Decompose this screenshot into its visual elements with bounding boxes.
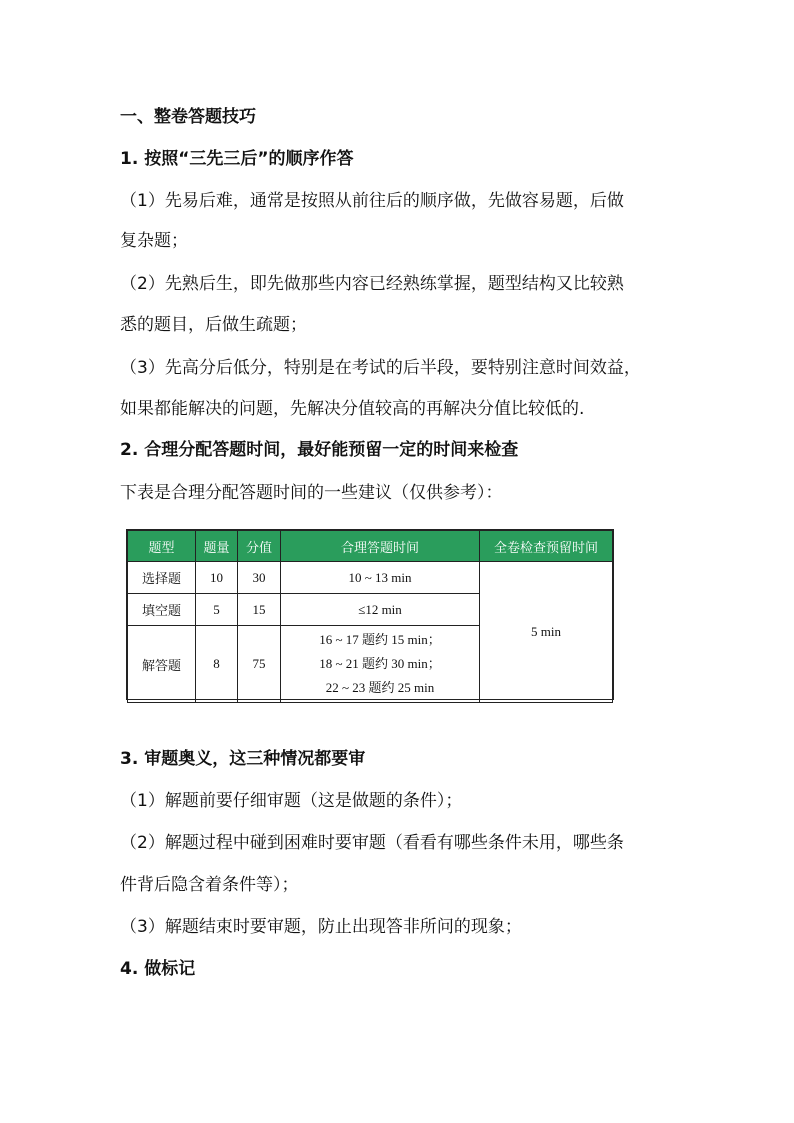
section-3-subtitle: 3. 审题奥义，这三种情况都要审 bbox=[120, 749, 366, 769]
cell-time: ≤12 min bbox=[281, 594, 480, 626]
cell-count: 8 bbox=[196, 626, 238, 703]
cell-count: 5 bbox=[196, 594, 238, 626]
header-cell-score: 分值 bbox=[238, 531, 281, 562]
cell-score: 75 bbox=[238, 626, 281, 703]
paragraph-2-line-1: （2）先熟后生，即先做那些内容已经熟练掌握，题型结构又比较熟 bbox=[120, 274, 624, 294]
section-1-title: 一、整卷答题技巧 bbox=[120, 107, 256, 127]
header-cell-time: 合理答题时间 bbox=[281, 531, 480, 562]
paragraph-1-line-1: （1）先易后难，通常是按照从前往后的顺序做，先做容易题，后做 bbox=[120, 191, 624, 211]
section-4-subtitle: 4. 做标记 bbox=[120, 959, 196, 979]
cell-count: 10 bbox=[196, 562, 238, 594]
time-line: 22 ~ 23 题约 25 min bbox=[325, 680, 435, 695]
table-row bbox=[128, 562, 613, 594]
header-cell-type: 题型 bbox=[128, 531, 196, 562]
cell-type: 填空题 bbox=[128, 594, 196, 626]
review-point-2-line-2: 件背后隐含着条件等）； bbox=[120, 875, 299, 895]
time-allocation-table bbox=[126, 529, 614, 700]
cell-score: 15 bbox=[238, 594, 281, 626]
table-header-row bbox=[128, 531, 613, 562]
review-point-1: （1）解题前要仔细审题（这是做题的条件）； bbox=[120, 791, 463, 811]
paragraph-2-line-2: 悉的题目，后做生疏题； bbox=[120, 315, 307, 335]
cell-time: 10 ~ 13 min bbox=[281, 562, 480, 594]
cell-time-multiline bbox=[281, 626, 480, 703]
cell-type: 选择题 bbox=[128, 562, 196, 594]
section-1-subtitle: 1. 按照“三先三后”的顺序作答 bbox=[120, 149, 354, 169]
table-intro: 下表是合理分配答题时间的一些建议（仅供参考）： bbox=[120, 483, 503, 503]
header-cell-check-time: 全卷检查预留时间 bbox=[480, 531, 613, 562]
paragraph-3-line-1: （3）先高分后低分，特别是在考试的后半段，要特别注意时间效益， bbox=[120, 358, 641, 378]
time-line: 18 ~ 21 题约 30 min； bbox=[319, 656, 441, 671]
cell-check-time: 5 min bbox=[480, 562, 613, 703]
cell-score: 30 bbox=[238, 562, 281, 594]
cell-type: 解答题 bbox=[128, 626, 196, 703]
review-point-2-line-1: （2）解题过程中碰到困难时要审题（看看有哪些条件未用，哪些条 bbox=[120, 833, 624, 853]
time-line: 16 ~ 17 题约 15 min； bbox=[319, 632, 441, 647]
header-cell-count: 题量 bbox=[196, 531, 238, 562]
section-2-subtitle: 2. 合理分配答题时间，最好能预留一定的时间来检查 bbox=[120, 440, 519, 460]
paragraph-1-line-2: 复杂题； bbox=[120, 231, 188, 251]
review-point-3: （3）解题结束时要审题，防止出现答非所问的现象； bbox=[120, 917, 522, 937]
paragraph-3-line-2: 如果都能解决的问题，先解决分值较高的再解决分值比较低的. bbox=[120, 399, 585, 419]
